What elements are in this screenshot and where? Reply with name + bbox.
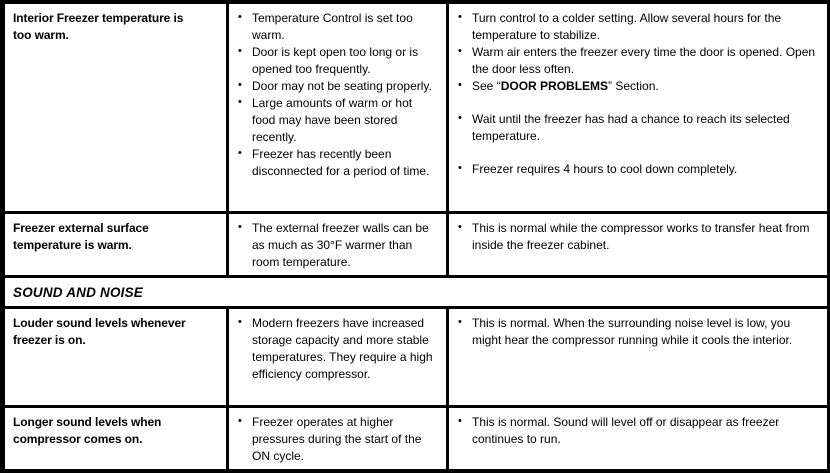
table-border-inner [3, 3, 827, 470]
solution-cell [449, 4, 827, 211]
cause-list [237, 315, 438, 383]
solution-list [457, 10, 819, 178]
list-item: • This is normal while the compressor works to transfer heat from inside the freezer cabinet. [457, 220, 819, 254]
table-row [5, 408, 827, 469]
solution-cell [449, 309, 827, 405]
cause-list [237, 10, 438, 180]
problem-text-line: temperature is warm. [13, 237, 132, 252]
list-item: • Temperature Control is set too warm. [237, 10, 438, 44]
list-item: • Turn control to a colder setting. Allow several hours for the temperature to stabilize. [457, 10, 819, 44]
problem-text-line: too warm. [13, 28, 69, 42]
solution-cell [449, 214, 827, 275]
possible-cause-cell [229, 4, 449, 211]
solution-cell [449, 408, 827, 469]
problem-text-line: Freezer external surface [13, 220, 149, 235]
list-item-door-problems [457, 78, 819, 95]
list-item: • Freezer has recently been disconnected for a period of time. [237, 146, 438, 180]
problem-text-line: Louder sound levels whenever [13, 315, 186, 330]
list-item: • Warm air enters the freezer every time the door is opened. Open the door less often. [457, 44, 819, 78]
problem-text-line: freezer is on. [13, 332, 86, 347]
possible-cause-cell [229, 214, 449, 275]
list-item: • Large amounts of warm or hot food may have been stored recently. [237, 95, 438, 146]
solution-list [457, 414, 819, 448]
problem-cell [5, 408, 229, 469]
possible-cause-cell [229, 309, 449, 405]
door-problems-reference: DOOR PROBLEMS [500, 79, 609, 93]
solution-suffix: ” Section. [608, 79, 659, 93]
solution-list [457, 315, 819, 349]
section-heading-row [5, 278, 827, 309]
list-item: • Freezer requires 4 hours to cool down completely. [457, 161, 819, 178]
table-row [5, 4, 827, 214]
cause-list [237, 414, 438, 465]
problem-text-line: compressor comes on. [13, 431, 143, 446]
solution-prefix: See “ [472, 79, 501, 93]
list-item: • Door is kept open too long or is opened too frequently. [237, 44, 438, 78]
cause-list [237, 220, 438, 271]
problem-text-line: Longer sound levels when [13, 414, 162, 429]
list-item: • Door may not be seating properly. [237, 78, 438, 95]
problem-cell [5, 309, 229, 405]
list-item: • Freezer operates at higher pressures during the start of the ON cycle. [237, 414, 438, 465]
problem-text-line: Interior Freezer temperature is [13, 11, 184, 25]
table-row [5, 214, 827, 278]
solution-list [457, 220, 819, 254]
possible-cause-cell [229, 408, 449, 469]
list-item: • This is normal. Sound will level off or disappear as freezer continues to run. [457, 414, 819, 448]
section-heading: SOUND AND NOISE [13, 284, 144, 300]
problem-cell [5, 214, 229, 275]
problem-cell [5, 4, 229, 211]
list-item: • This is normal. When the surrounding noise level is low, you might hear the compressor running while it cools the interior. [457, 315, 819, 349]
list-item: • Modern freezers have increased storage capacity and more stable temperatures. They require a high efficiency compressor. [237, 315, 438, 383]
table-row [5, 309, 827, 408]
list-item: • The external freezer walls can be as much as 30°F warmer than room temperature. [237, 220, 438, 271]
list-item: • Wait until the freezer has had a chance to reach its selected temperature. [457, 111, 819, 145]
